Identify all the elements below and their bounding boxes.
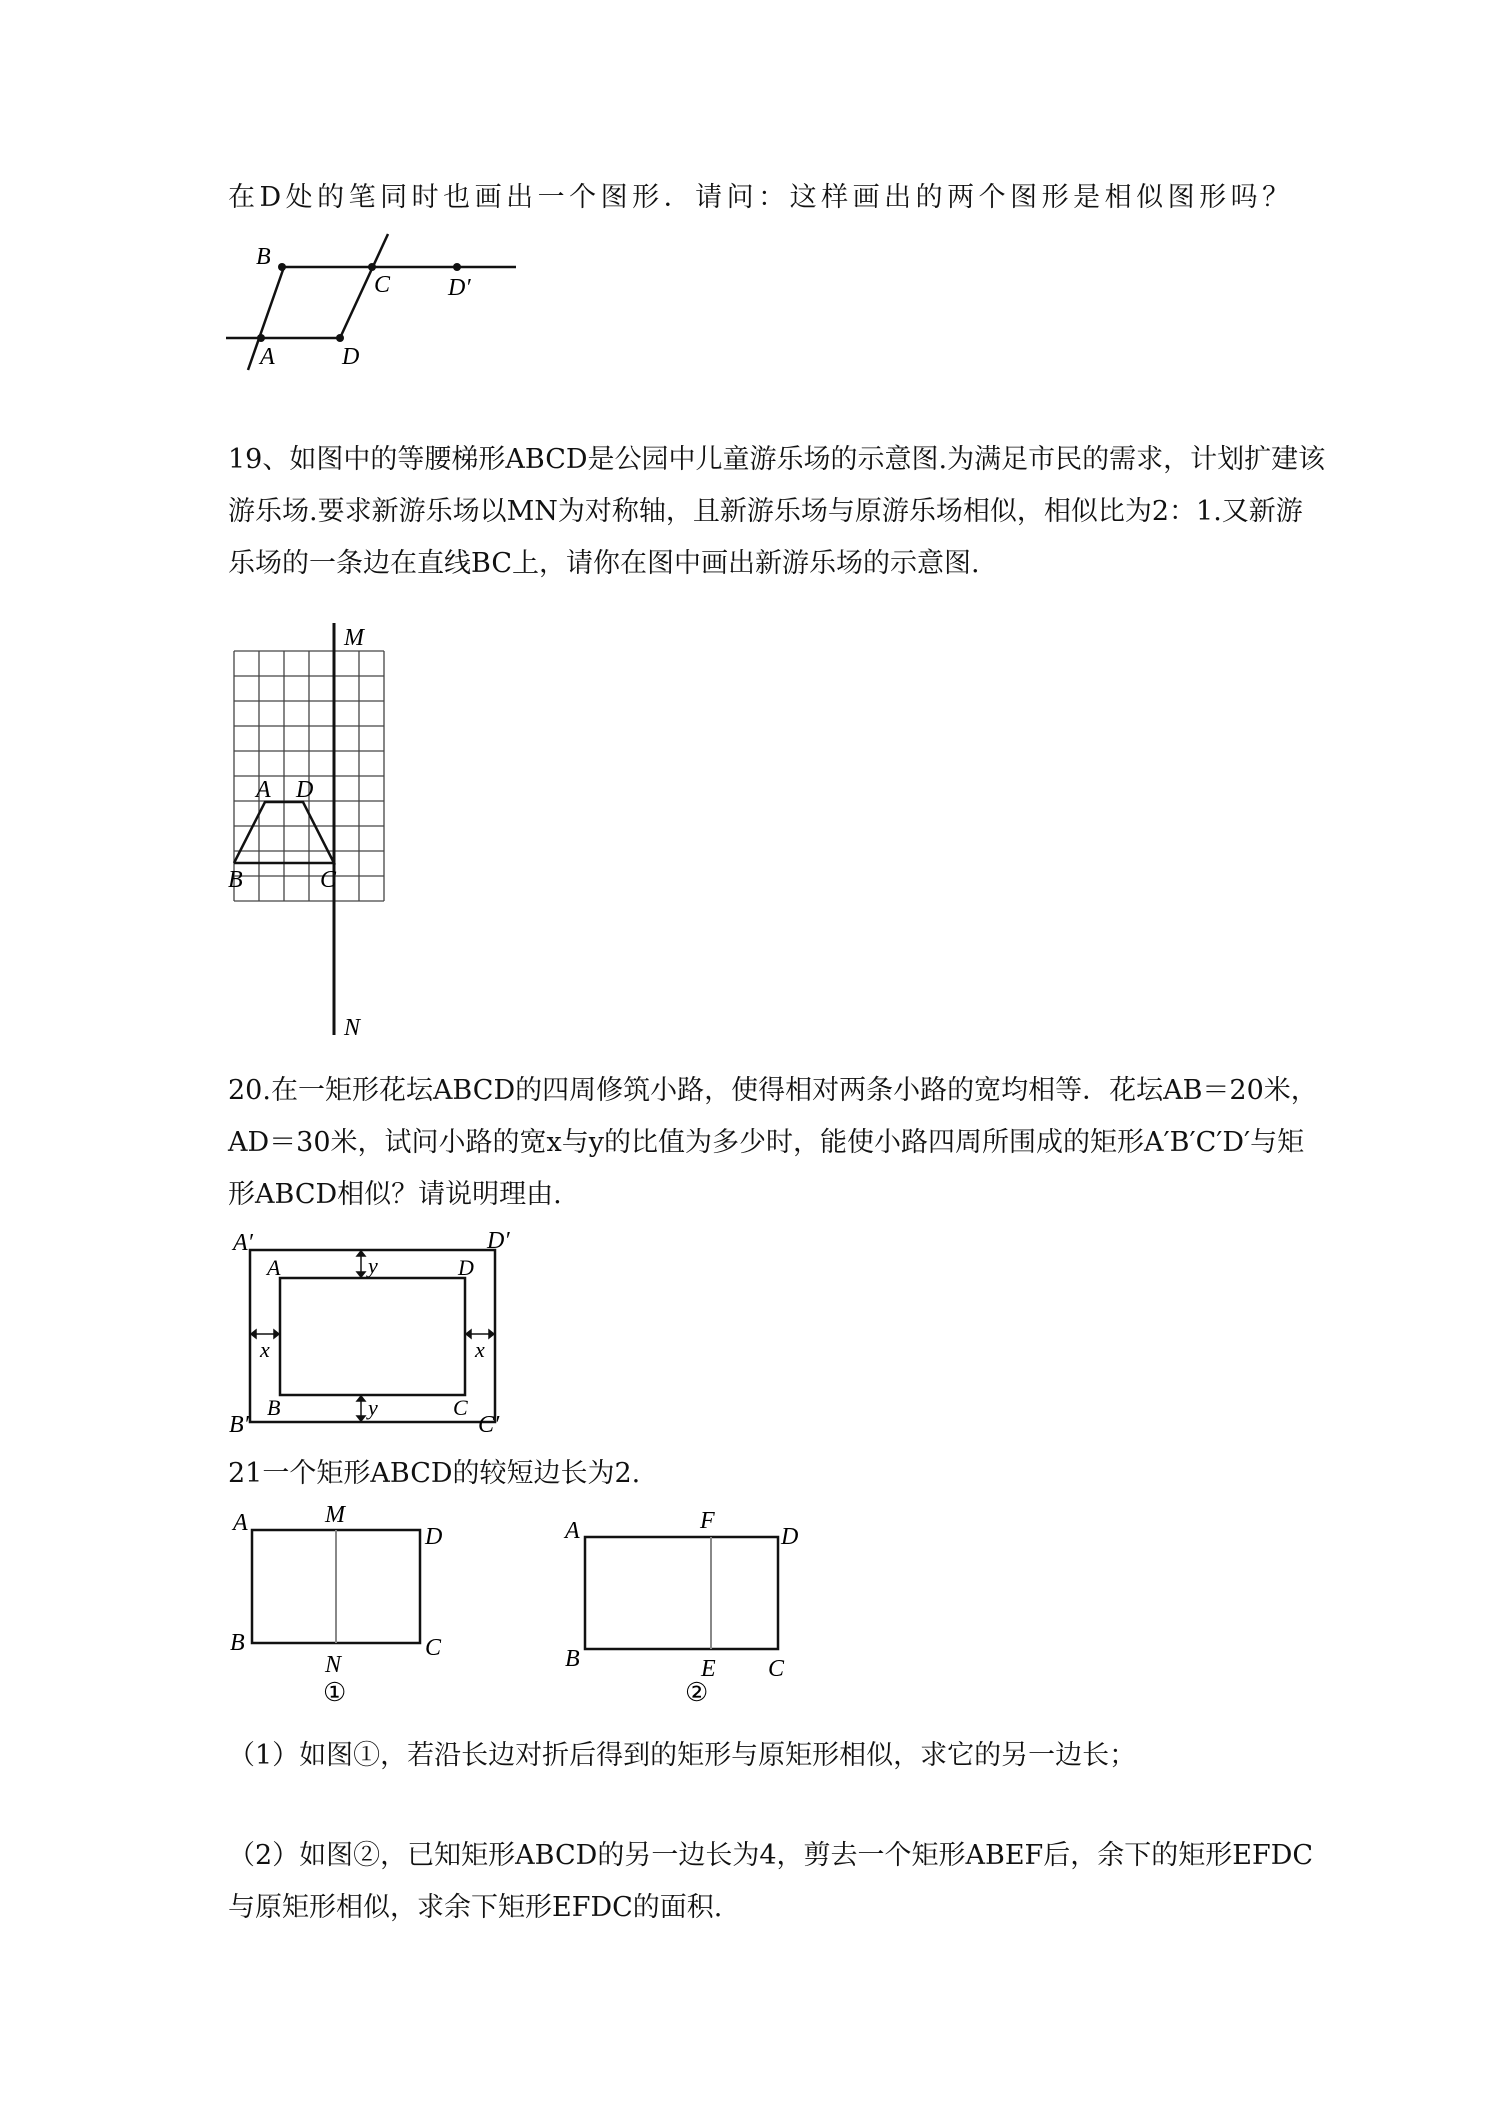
label-d: D	[296, 777, 314, 803]
label-d: D	[781, 1524, 799, 1550]
q20-line-3: 形ABCD相似？请说明理由.	[228, 1179, 562, 1210]
q21-figure-1	[225, 1500, 455, 1715]
label-a: A	[260, 344, 275, 370]
label-c: C	[374, 272, 391, 298]
label-e: E	[701, 1656, 716, 1682]
label-b: B	[565, 1646, 580, 1672]
caption-1: ①	[323, 1678, 347, 1707]
label-d-prime: D′	[448, 275, 471, 301]
label-d: D	[458, 1255, 474, 1280]
label-b-prime: B′	[229, 1412, 249, 1438]
label-n: N	[325, 1652, 342, 1678]
q19-line-3: 乐场的一条边在直线BC上，请你在图中画出新游乐场的示意图.	[228, 548, 980, 579]
q21-figure-2	[555, 1500, 815, 1715]
label-c-prime: C′	[478, 1412, 500, 1438]
q20-rectangles-figure	[225, 1230, 525, 1450]
label-b: B	[228, 867, 243, 893]
q19-line-2: 游乐场.要求新游乐场以MN为对称轴，且新游乐场与原游乐场相似，相似比为2：1.又新游	[228, 496, 1303, 527]
label-f: F	[700, 1508, 715, 1534]
point-a	[257, 334, 265, 342]
label-a: A	[565, 1518, 580, 1544]
q21-part-2-line-1: （2）如图②，已知矩形ABCD的另一边长为4，剪去一个矩形ABEF后，余下的矩形EFDC	[228, 1840, 1314, 1871]
label-a-prime: A′	[233, 1230, 253, 1256]
label-d: D	[342, 344, 360, 370]
label-d-prime: D′	[487, 1230, 510, 1254]
q20-line-1: 20.在一矩形花坛ABCD的四周修筑小路，使得相对两条小路的宽均相等．花坛AB＝20米，	[228, 1075, 1318, 1106]
q19-grid-figure	[220, 615, 460, 1045]
inner-rect	[280, 1278, 465, 1395]
label-y-top: y	[368, 1253, 378, 1278]
q18-parallelogram-figure	[220, 230, 520, 380]
q21-part-1: （1）如图①，若沿长边对折后得到的矩形与原矩形相似，求它的另一边长；	[228, 1740, 1137, 1771]
caption-2: ②	[685, 1678, 709, 1707]
q20-line-2: AD＝30米，试问小路的宽x与y的比值为多少时，能使小路四周所围成的矩形A′B′C′D′与矩	[228, 1127, 1305, 1158]
label-b: B	[267, 1395, 281, 1420]
label-x-left: x	[260, 1337, 270, 1362]
point-b	[278, 263, 286, 271]
label-c: C	[425, 1635, 442, 1661]
q19-line-1: 19、如图中的等腰梯形ABCD是公园中儿童游乐场的示意图.为满足市民的需求，计划扩建该	[228, 444, 1326, 475]
label-d: D	[425, 1524, 443, 1550]
label-c: C	[453, 1395, 468, 1420]
q18-text: 在D处的笔同时也画出一个图形．请问：这样画出的两个图形是相似图形吗？	[228, 182, 1294, 213]
label-a: A	[256, 777, 271, 803]
label-a: A	[233, 1510, 248, 1536]
label-c: C	[768, 1656, 785, 1682]
q21-part-2-line-2: 与原矩形相似，求余下矩形EFDC的面积.	[228, 1892, 723, 1923]
label-x-right: x	[475, 1337, 485, 1362]
label-c: C	[320, 867, 337, 893]
label-b: B	[230, 1630, 245, 1656]
label-y-bottom: y	[368, 1395, 378, 1420]
label-a: A	[267, 1255, 281, 1280]
point-d	[336, 334, 344, 342]
y-bottom-arrow	[357, 1396, 365, 1421]
label-m: M	[325, 1502, 345, 1528]
label-b: B	[256, 244, 271, 270]
point-c	[368, 263, 376, 271]
q21-stem: 21一个矩形ABCD的较短边长为2.	[228, 1458, 641, 1489]
point-d-prime	[453, 263, 461, 271]
rect-abcd-2	[585, 1537, 778, 1649]
y-top-arrow	[357, 1251, 365, 1277]
label-n: N	[344, 1015, 361, 1041]
label-m: M	[344, 625, 364, 651]
